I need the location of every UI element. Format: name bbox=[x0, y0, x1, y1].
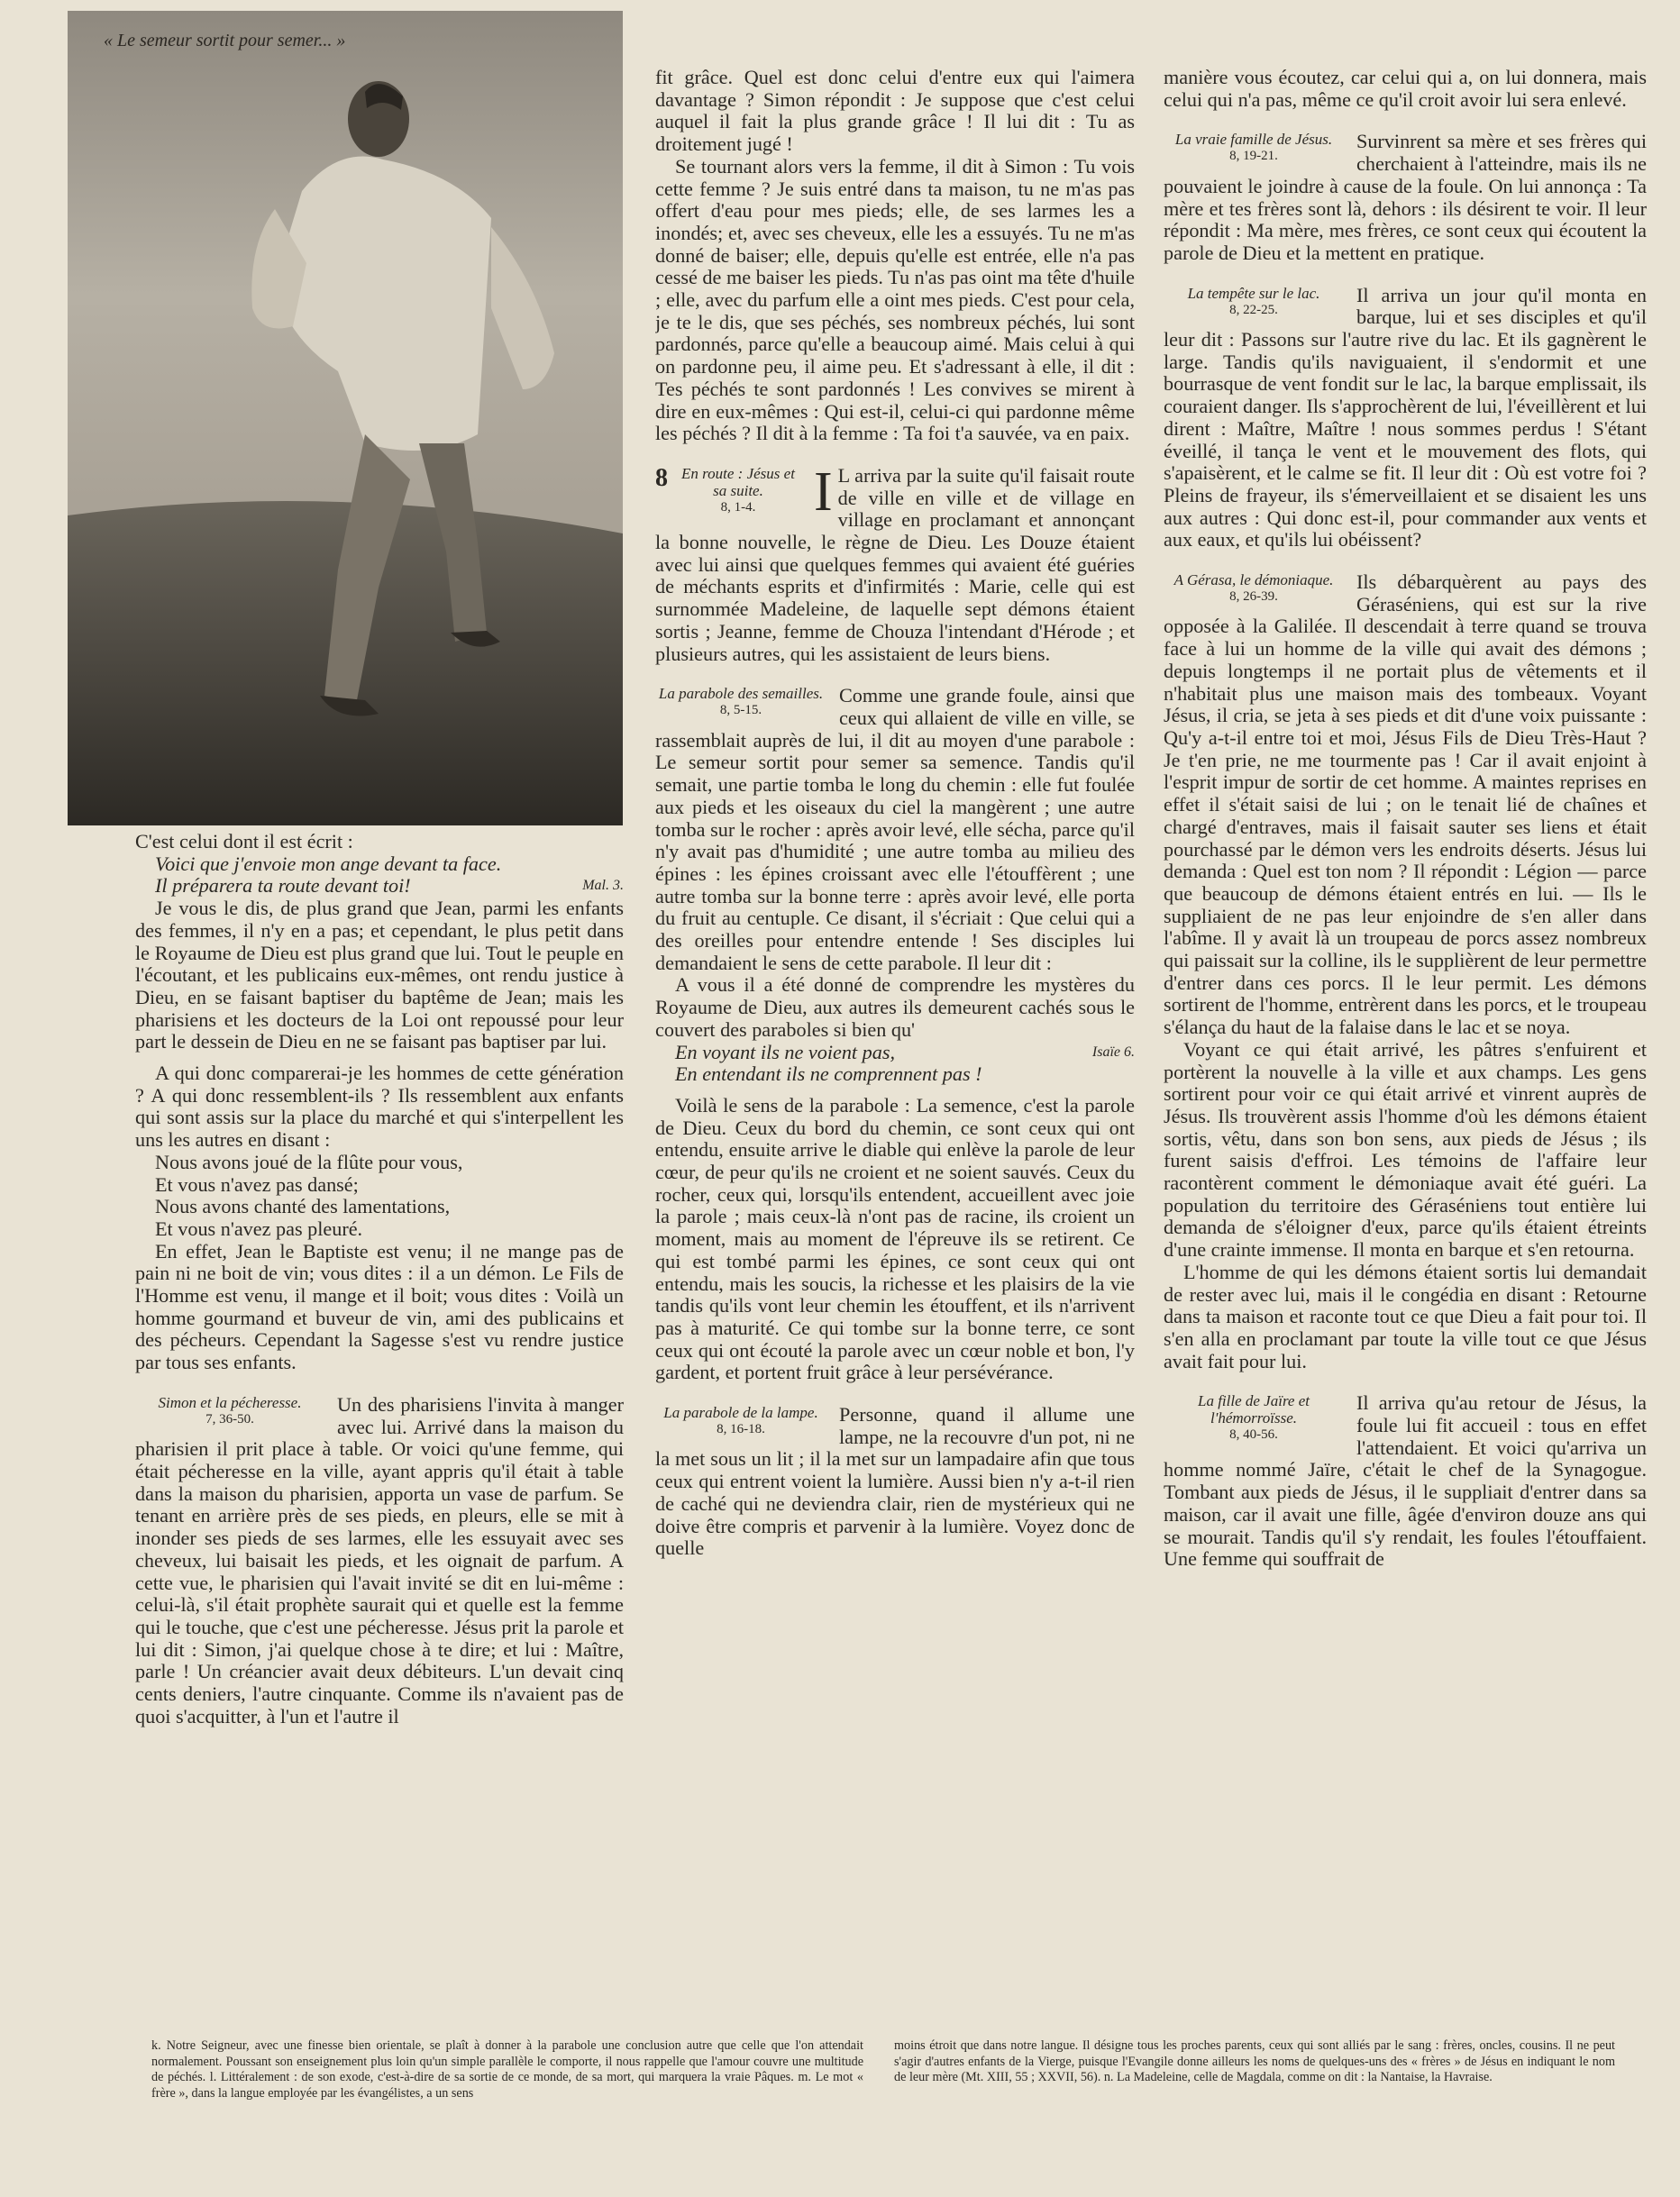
section-sidenote bbox=[1164, 131, 1344, 165]
paragraph: Il arriva qu'au retour de Jésus, la foule lui fit accueil : tous en effet l'attendaient. Et voici qu'arriva un homme nommé Jaïre, c'était le chef de la Synagogue. Tombant aux pieds de Jésus, il le suppliait d'entrer dans sa maison, car il avait une fille, âgée d'environ douze ans qui se mourait. Tandis qu'il s'y rendait, les foules l'étouffaient. Une femme qui souffrait de bbox=[1164, 1391, 1647, 1571]
section-simon-pecheresse bbox=[135, 1394, 624, 1728]
column-1 bbox=[135, 831, 624, 2017]
photo-caption: « Le semeur sortit pour semer... » bbox=[104, 31, 346, 50]
footnote-column-left: k. Notre Seigneur, avec une finesse bien orientale, se plaît à donner à la parabole une conclusion autre que celle que l'on attendait normalement. Poussant son enseignement plus loin qu'un simple parallèle le comporte, il nous rappelle que l'amour couvre une multitude de péchés. l. Littéralement : de son exode, c'est-à-dire de sa sortie de ce monde, de sa mort, qui marquera la vraie Pâques. m. Le mot « frère », dans la langue employée par les évangélistes, a un sens bbox=[151, 2038, 863, 2101]
section-sidenote bbox=[655, 685, 826, 719]
paragraph: Survinrent sa mère et ses frères qui cherchaient à l'atteindre, mais ils ne pouvaient le joindre à cause de la foule. On lui annonça : Ta mère et tes frères sont là, dehors : ils désirent te voir. Il leur répondit : Ma mère, mes frères, ce sont ceux qui écoutent la parole de Dieu et la mettent en pratique. bbox=[1164, 130, 1647, 264]
sower-figure-image bbox=[68, 11, 623, 825]
paragraph: L arriva par la suite qu'il faisait route de ville en ville et de village en village en proclamant et annonçant la bonne nouvelle, le règne de Dieu. Les Douze étaient avec lui ainsi que quelques femmes qui avaient été guéries de méchants esprits et d'infirmités : Marie, celle qui est surnommée Madeleine, de laquelle sept démons étaient sortis ; Jeanne, femme de Chouza l'intendant d'Hérode ; et plusieurs autres, qui les assistaient de leurs biens. bbox=[655, 463, 1135, 665]
section-sidenote bbox=[135, 1394, 324, 1428]
sower-photograph bbox=[68, 11, 623, 825]
quote-line: En voyant ils ne voient pas, Isaïe 6. bbox=[675, 1040, 1135, 1063]
section-parabole-semailles bbox=[655, 685, 1135, 1384]
section-title: A Gérasa, le démoniaque. bbox=[1173, 571, 1334, 589]
quote-line: Voici que j'envoie mon ange devant ta face. bbox=[155, 852, 502, 875]
paragraph: Il arriva un jour qu'il monta en barque, lui et ses disciples et qu'il leur dit : Passons sur l'autre rive du lac. Et ils gagnèrent le large. Tandis qu'ils naviguaient, il s'endormit et une bourrasque de vent fondit sur le lac, la barque emplissait, ils couraient danger. Ils s'approchèrent de lui, l'éveillèrent et lui dirent : Maître, Maître ! nous sommes perdus ! S'étant éveillé, il tança le vent et le mouvement des flots, qui s'apaisèrent, et le calme se fit. Il leur dit : Où est votre foi ? Pleins de frayeur, ils s'émerveillaient et se disaient les uns aux autres : Qui donc est-il, pour commander aux vents et aux eaux, et qu'ils lui obéissent? bbox=[1164, 283, 1647, 552]
paragraph: fit grâce. Quel est donc celui d'entre eux qui l'aimera davantage ? Simon répondit : Je suppose que c'est celui auquel il fait la plus grande grâce ! Il lui dit : Tu as droitement jugé ! bbox=[655, 67, 1135, 156]
scripture-reference: Mal. 3. bbox=[582, 878, 624, 894]
section-title: En route : Jésus et sa suite. bbox=[681, 464, 795, 499]
section-title: La parabole des semailles. bbox=[658, 685, 824, 703]
section-reference: 8, 16-18. bbox=[717, 1422, 765, 1437]
paragraph: Personne, quand il allume une lampe, ne la recouvre d'un pot, ni ne la met sous un lit ; il la met sur un lampadaire afin que tous ceux qui entrent voient la lumière. Aussi bien n'y a-t-il rien de caché qui ne deviendra clair, rien de mystérieux qui ne doive être compris et parvenir à la lumière. Voyez donc de quelle bbox=[655, 1403, 1135, 1560]
paragraph: Voilà le sens de la parabole : La semence, c'est la parole de Dieu. Ceux du bord du chemin, ce sont ceux qui ont entendu, ensuite arrive le diable qui enlève la parole de leur cœur, de peur qu'ils ne croient et ne soient sauvés. Ceux du rocher, ceux qui, lorsqu'ils entendent, accueillent avec joie la parole ; mais ceux-là n'ont pas de racine, ils croient un moment, mais au moment de l'épreuve ils se retirent. Ce qui est tombé parmi les épines, ce sont ceux qui ont entendu, mais les soucis, la richesse et les plaisirs de la vie tandis qu'ils vont leur chemin les étouffent, et ils n'arrivent pas à maturité. Ce qui tombe sur la bonne terre, ce sont ceux qui ont écouté la parole avec un cœur noble et bon, l'y gardent, et portent fruit grâce à leur persévérance. bbox=[655, 1093, 1135, 1384]
paragraph: En effet, Jean le Baptiste est venu; il ne mange pas de pain ni ne boit de vin; vous dites : il a un démon. Le Fils de l'Homme est venu, il mange et il boit; vous dites : Voilà un homme gourmand et buveur de vin, ami des publicains et des pécheurs. Cependant la Sagesse s'est vu rendre justice par tous ses enfants. bbox=[135, 1239, 624, 1374]
column-2 bbox=[655, 67, 1135, 2017]
section-number: 8 bbox=[655, 463, 668, 492]
section-sidenote bbox=[1164, 1392, 1344, 1444]
verse-line: Nous avons chanté des lamentations, bbox=[155, 1195, 451, 1218]
paragraph: Un des pharisiens l'invita à manger avec lui. Arrivé dans la maison du pharisien il prit place à table. Or voici qu'une femme, qui était pécheresse en la ville, ayant appris qu'il était à table dans la maison du pharisien, apporta un vase de parfum. Se tenant en arrière près de ses pieds, en pleurs, elle se mit à inonder ses pieds de ses larmes, elle les essuyait avec ses cheveux, lui baisait les pieds, et les oignait de parfum. A cette vue, le pharisien qui l'avait invité se dit en lui-même : celui-là, s'il était prophète saurait qui et quelle est la femme qui le touche, que c'est une pécheresse. Jésus prit la parole et lui dit : Simon, j'ai quelque chose à te dire; et lui : Maître, parle ! Un créancier avait deux débiteurs. L'un devait cinq cents deniers, l'autre cinquante. Comme ils n'avaient pas de quoi s'acquitter, à l'un et l'autre il bbox=[135, 1392, 624, 1728]
section-reference: 8, 19-21. bbox=[1229, 149, 1278, 164]
intro-text: C'est celui dont il est écrit : bbox=[135, 831, 353, 852]
section-title: La parabole de la lampe. bbox=[663, 1404, 818, 1422]
footnote-column-right: moins étroit que dans notre langue. Il désigne tous les proches parents, ceux qui sont alliés par le sang : frères, oncles, cousins. Il ne peut s'agir d'autres enfants de la Vierge, puisque l'Evangile donne ailleurs les noms de quelques-uns des « frères » de Jésus en indiquant le nom de leur mère (Mt. XIII, 55 ; XXVII, 56). n. La Madeleine, celle de Magdala, comme on dit : la Nantaise, la Havraise. bbox=[894, 2038, 1615, 2084]
verse-line: Nous avons joué de la flûte pour vous, bbox=[155, 1150, 463, 1173]
verse-line: Et vous n'avez pas dansé; bbox=[155, 1172, 359, 1196]
drop-cap: I bbox=[814, 460, 833, 523]
section-parabole-lampe bbox=[655, 1404, 1135, 1560]
section-sidenote bbox=[1164, 571, 1344, 606]
section-vraie-famille bbox=[1164, 131, 1647, 264]
section-fille-jaire bbox=[1164, 1392, 1647, 1571]
section-sidenote bbox=[1164, 285, 1344, 319]
section-sidenote bbox=[655, 1404, 826, 1438]
verse-line: Et vous n'avez pas pleuré. bbox=[155, 1217, 363, 1240]
paragraph: L'homme de qui les démons étaient sortis lui demandait de rester avec lui, mais il le congédia en disant : Retourne dans ta maison et raconte tout ce que Dieu a fait pour toi. Il s'en alla en proclamant par toute la ville tout ce que Jésus avait fait pour lui. bbox=[1164, 1260, 1647, 1372]
section-en-route bbox=[655, 460, 1135, 665]
section-reference: 8, 40-56. bbox=[1229, 1427, 1278, 1443]
paragraph: manière vous écoutez, car celui qui a, on lui donnera, mais celui qui n'a pas, même ce qu'il croit avoir lui sera enlevé. bbox=[1164, 67, 1647, 111]
paragraph: A qui donc comparerai-je les hommes de cette génération ? A qui donc ressemblent-ils ? Ils ressemblent aux enfants qui sont assis sur la place du marché et qui s'interpellent les uns les autres en disant : bbox=[135, 1062, 624, 1152]
quote-line: Il préparera ta route devant toi! Mal. 3. bbox=[155, 874, 624, 898]
paragraph: A vous il a été donné de comprendre les mystères du Royaume de Dieu, aux autres ils demeurent cachés sous le couvert des paraboles si bien qu' bbox=[655, 973, 1135, 1041]
section-sidenote bbox=[675, 465, 801, 516]
section-title: La fille de Jaïre et l'hémorroïsse. bbox=[1197, 1392, 1310, 1427]
section-reference: 8, 1-4. bbox=[720, 499, 756, 515]
paragraph: Voyant ce qui était arrivé, les pâtres s'enfuirent et portèrent la nouvelle à la ville et aux champs. Les gens sortirent pour voir ce qui était arrivé et vinrent auprès de Jésus. Ils trouvèrent assis l'homme d'où les démons étaient sortis, vêtu, dans son bon sens, aux pieds de Jésus ; ils furent saisis d'effroi. Les témoins de l'affaire leur racontèrent comment le démoniaque avait été guéri. La population du territoire des Géraséniens tout entière lui demanda de s'éloigner d'eux, parce qu'ils étaient étreints d'une crainte immense. Il monta en barque et s'en retourna. bbox=[1164, 1037, 1647, 1262]
column-3 bbox=[1164, 67, 1647, 2017]
scripture-reference: Isaïe 6. bbox=[1091, 1044, 1135, 1060]
paragraph: Se tournant alors vers la femme, il dit à Simon : Tu vois cette femme ? Je suis entré dans ta maison, tu ne m'as pas offert d'eau pour mes pieds; elle, de ses larmes les a inondés; et, avec ses cheveux, elle les a essuyés. Tu ne m'as donné de baiser; elle, depuis qu'elle est entrée, elle n'a pas cessé de me baiser les pieds. Tu n'as pas oint ma tête d'huile ; elle, avec du parfum elle a oint mes pieds. C'est pour cela, je te le dis, que ses péchés, ses nombreux péchés, lui sont pardonnés, parce qu'elle a beaucoup aimé. Mais celui à qui on pardonne peu, il aime peu. Et s'adressant à elle, il dit : Tes péchés te sont pardonnés ! Les convives se mirent à dire en eux-mêmes : Qui est-il, celui-ci qui pardonne même les péchés ? Il dit à la femme : Ta foi t'a sauvée, va en paix. bbox=[655, 154, 1135, 445]
section-title: La tempête sur le lac. bbox=[1187, 284, 1320, 302]
section-reference: 7, 36-50. bbox=[205, 1411, 254, 1427]
paragraph: Ils débarquèrent au pays des Géraséniens, qui est sur la rive opposée à la Galilée. Il descendait à terre quand se trouva face à lui un homme de la ville qui avait des démons ; depuis longtemps il ne portait plus de vêtements et il n'habitait plus une maison mais des tombeaux. Voyant Jésus, il cria, se jeta à ses pieds et dit d'une voix puissante : Qu'y a-t-il entre toi et moi, Jésus Fils de Dieu Très-Haut ? Je t'en prie, ne me tourmente pas ! Car il avait enjoint à l'esprit impur de sortir de cet homme. A maintes reprises en effet il s'était saisi de lui ; on le tenait lié de chaînes et chargé d'entraves, mais il faisait sauter ses liens et était pourchassé par le démon vers les endroits déserts. Jésus lui demanda : Quel est ton nom ? Il répondit : Légion — parce que beaucoup de démons étaient entrés en lui. — Ils le suppliaient de ne pas leur enjoindre de s'en aller dans l'abîme. Il y avait là un troupeau de porcs assez nombreux qui paissait sur la colline, ils le supplièrent de leur permettre d'entrer dans ces porcs. Il le leur permit. Les démons sortirent de l'homme, entrèrent dans les porcs, et le troupeau s'élança du haut de la falaise dans le lac et se noya. bbox=[1164, 570, 1647, 1039]
section-reference: 8, 5-15. bbox=[719, 703, 762, 718]
section-title: La vraie famille de Jésus. bbox=[1174, 131, 1333, 149]
section-gerasa bbox=[1164, 571, 1647, 1372]
section-title: Simon et la pécheresse. bbox=[158, 1393, 302, 1411]
footnotes bbox=[151, 2038, 1648, 2174]
paragraph: Je vous le dis, de plus grand que Jean, parmi les enfants des femmes, il n'y en a pas; et cependant, le plus petit dans le Royaume de Dieu est plus grand que lui. Tout le peuple en l'écoutant, et les publicains eux-mêmes, ont rendu justice à Dieu, en se faisant baptiser du baptême de Jean; mais les pharisiens et les docteurs de la Loi ont repoussé pour leur part le dessein de Dieu en ne se faisant pas baptiser par lui. bbox=[135, 897, 624, 1053]
section-tempete bbox=[1164, 285, 1647, 552]
paragraph: Comme une grande foule, ainsi que ceux qui allaient de ville en ville, se rassemblait auprès de lui, il dit au moyen d'une parabole : Le semeur sortit pour semer sa semence. Tandis qu'il semait, une partie tomba le long du chemin : elle fut foulée aux pieds et les oiseaux du ciel la mangèrent ; une autre tomba sur le rocher : après avoir levé, elle sécha, parce qu'il n'y avait pas d'humidité ; une autre tomba au milieu des épines : les épines croissant avec elle l'étouffèrent ; une autre tomba sur la bonne terre : après avoir levé, elle porta du fruit au centuple. Ce disant, il s'écriait : Que celui qui a des oreilles pour entendre entende ! Ses disciples lui demandaient le sens de cette parabole. Il leur dit : bbox=[655, 684, 1135, 974]
section-reference: 8, 22-25. bbox=[1229, 302, 1278, 317]
section-reference: 8, 26-39. bbox=[1229, 589, 1278, 605]
quote-line: En entendant ils ne comprennent pas ! bbox=[675, 1062, 982, 1086]
